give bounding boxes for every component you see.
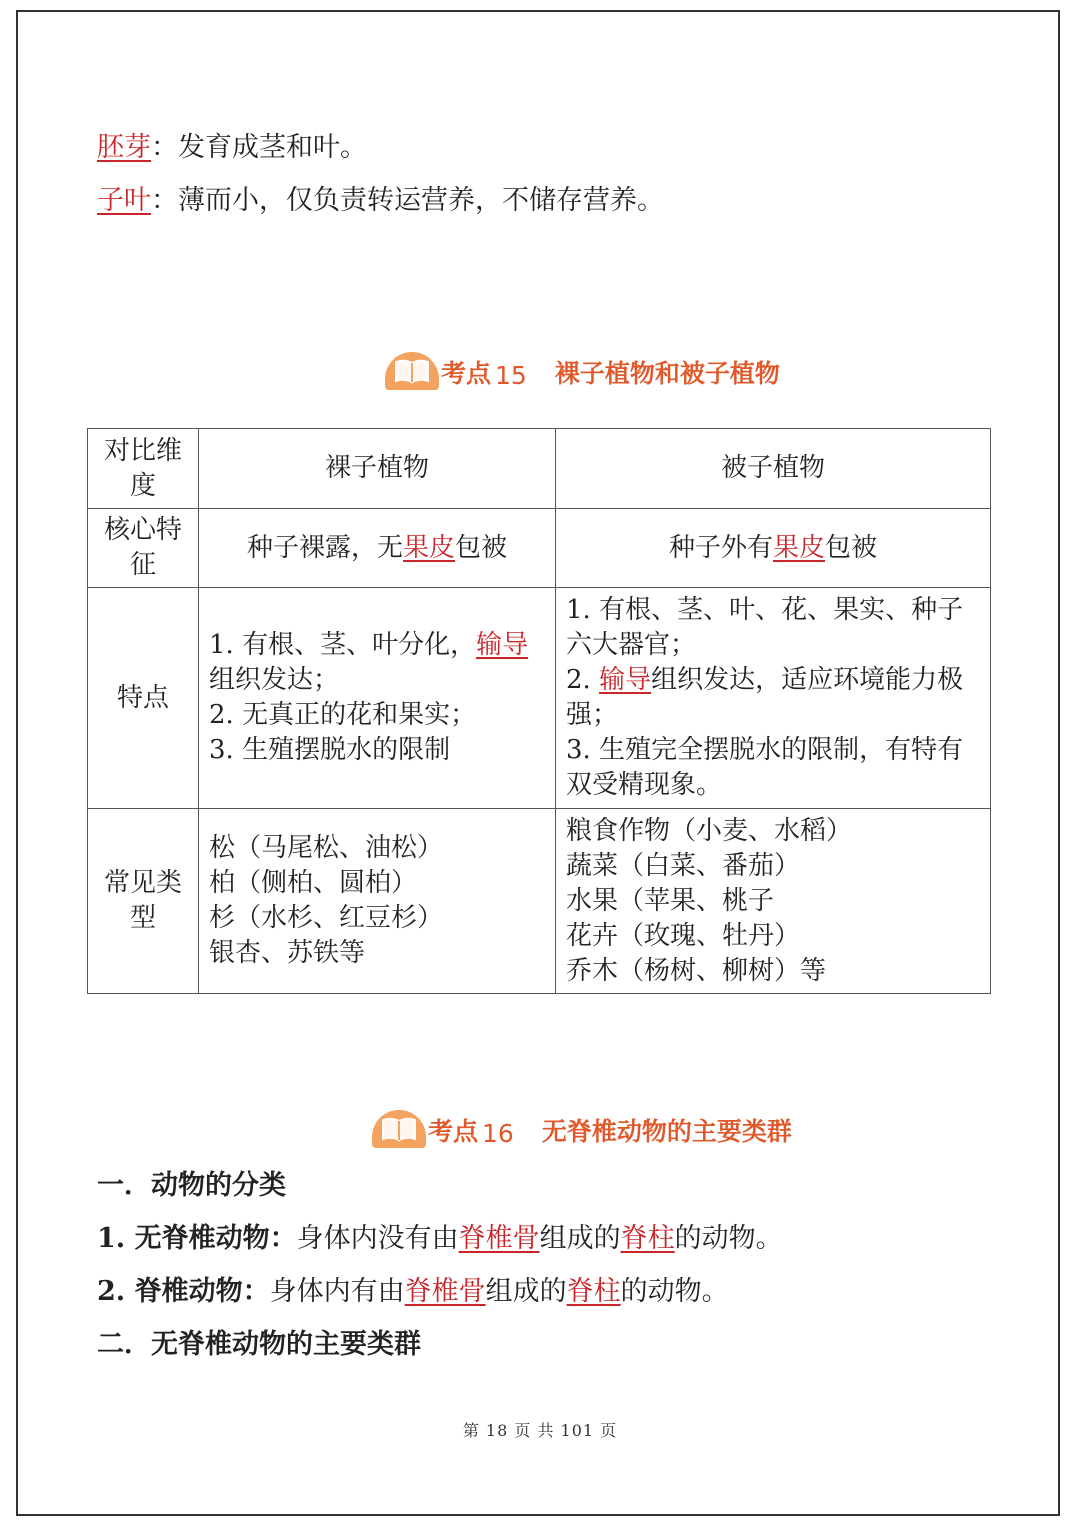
cell-ang-features: 1. 有根、茎、叶、花、果实、种子六大器官； 2. 输导组织发达，适应环境能力极强； 3. 生殖完全摆脱水的限制，有特有双受精现象。 (556, 588, 991, 809)
table-row (88, 509, 991, 588)
classification-item: 1. 无脊椎动物：身体内没有由脊椎骨组成的脊柱的动物。 (97, 1223, 783, 1254)
section-16-title (372, 1108, 792, 1148)
cell-ang-core: 种子外有果皮包被 (556, 509, 991, 588)
section-15-title (385, 350, 780, 390)
term-cotyledon: 子叶 (97, 185, 151, 216)
section-heading: 无脊椎动物的主要类群 (541, 1117, 792, 1146)
page-number: 第 18 页 共 101 页 (462, 1421, 618, 1440)
comparison-table (87, 428, 991, 994)
table-row (88, 588, 991, 809)
book-badge (385, 352, 439, 390)
section-number: 16 (482, 1119, 514, 1148)
table-row (88, 809, 991, 994)
row-label-features: 特点 (88, 588, 199, 809)
definition-line (97, 184, 664, 218)
header-dimension: 对比维度 (88, 429, 199, 509)
heading-invertebrate-groups: 二．无脊椎动物的主要类群 (97, 1329, 421, 1360)
row-label-core: 核心特征 (88, 509, 199, 588)
row-label-types: 常见类型 (88, 809, 199, 994)
section-heading: 裸子植物和被子植物 (554, 359, 780, 388)
cell-gym-features: 1. 有根、茎、叶分化，输导组织发达； 2. 无真正的花和果实； 3. 生殖摆脱水的限制 (199, 588, 556, 809)
classification-item: 2. 脊椎动物：身体内有由脊椎骨组成的脊柱的动物。 (97, 1276, 729, 1307)
section-prefix: 考点 (441, 359, 492, 388)
definition-line (97, 131, 367, 165)
cell-gym-core: 种子裸露，无果皮包被 (199, 509, 556, 588)
cell-ang-types: 粮食作物（小麦、水稻） 蔬菜（白菜、番茄） 水果（苹果、桃子 花卉（玫瑰、牡丹） 乔木（杨树、柳树）等 (556, 809, 991, 994)
book-icon (381, 1116, 417, 1142)
book-badge (372, 1110, 426, 1148)
section-prefix: 考点 (428, 1117, 479, 1146)
book-icon (394, 358, 430, 384)
definition-text: ：发育成茎和叶。 (151, 132, 367, 163)
heading-animal-classification: 一．动物的分类 (97, 1170, 286, 1201)
header-gymnosperm: 裸子植物 (199, 429, 556, 509)
table-row (88, 429, 991, 509)
term-embryo-bud: 胚芽 (97, 132, 151, 163)
header-angiosperm: 被子植物 (556, 429, 991, 509)
section-number: 15 (495, 361, 527, 390)
cell-gym-types: 松（马尾松、油松） 柏（侧柏、圆柏） 杉（水杉、红豆杉） 银杏、苏铁等 (199, 809, 556, 994)
definition-text: ：薄而小，仅负责转运营养，不储存营养。 (151, 185, 664, 216)
